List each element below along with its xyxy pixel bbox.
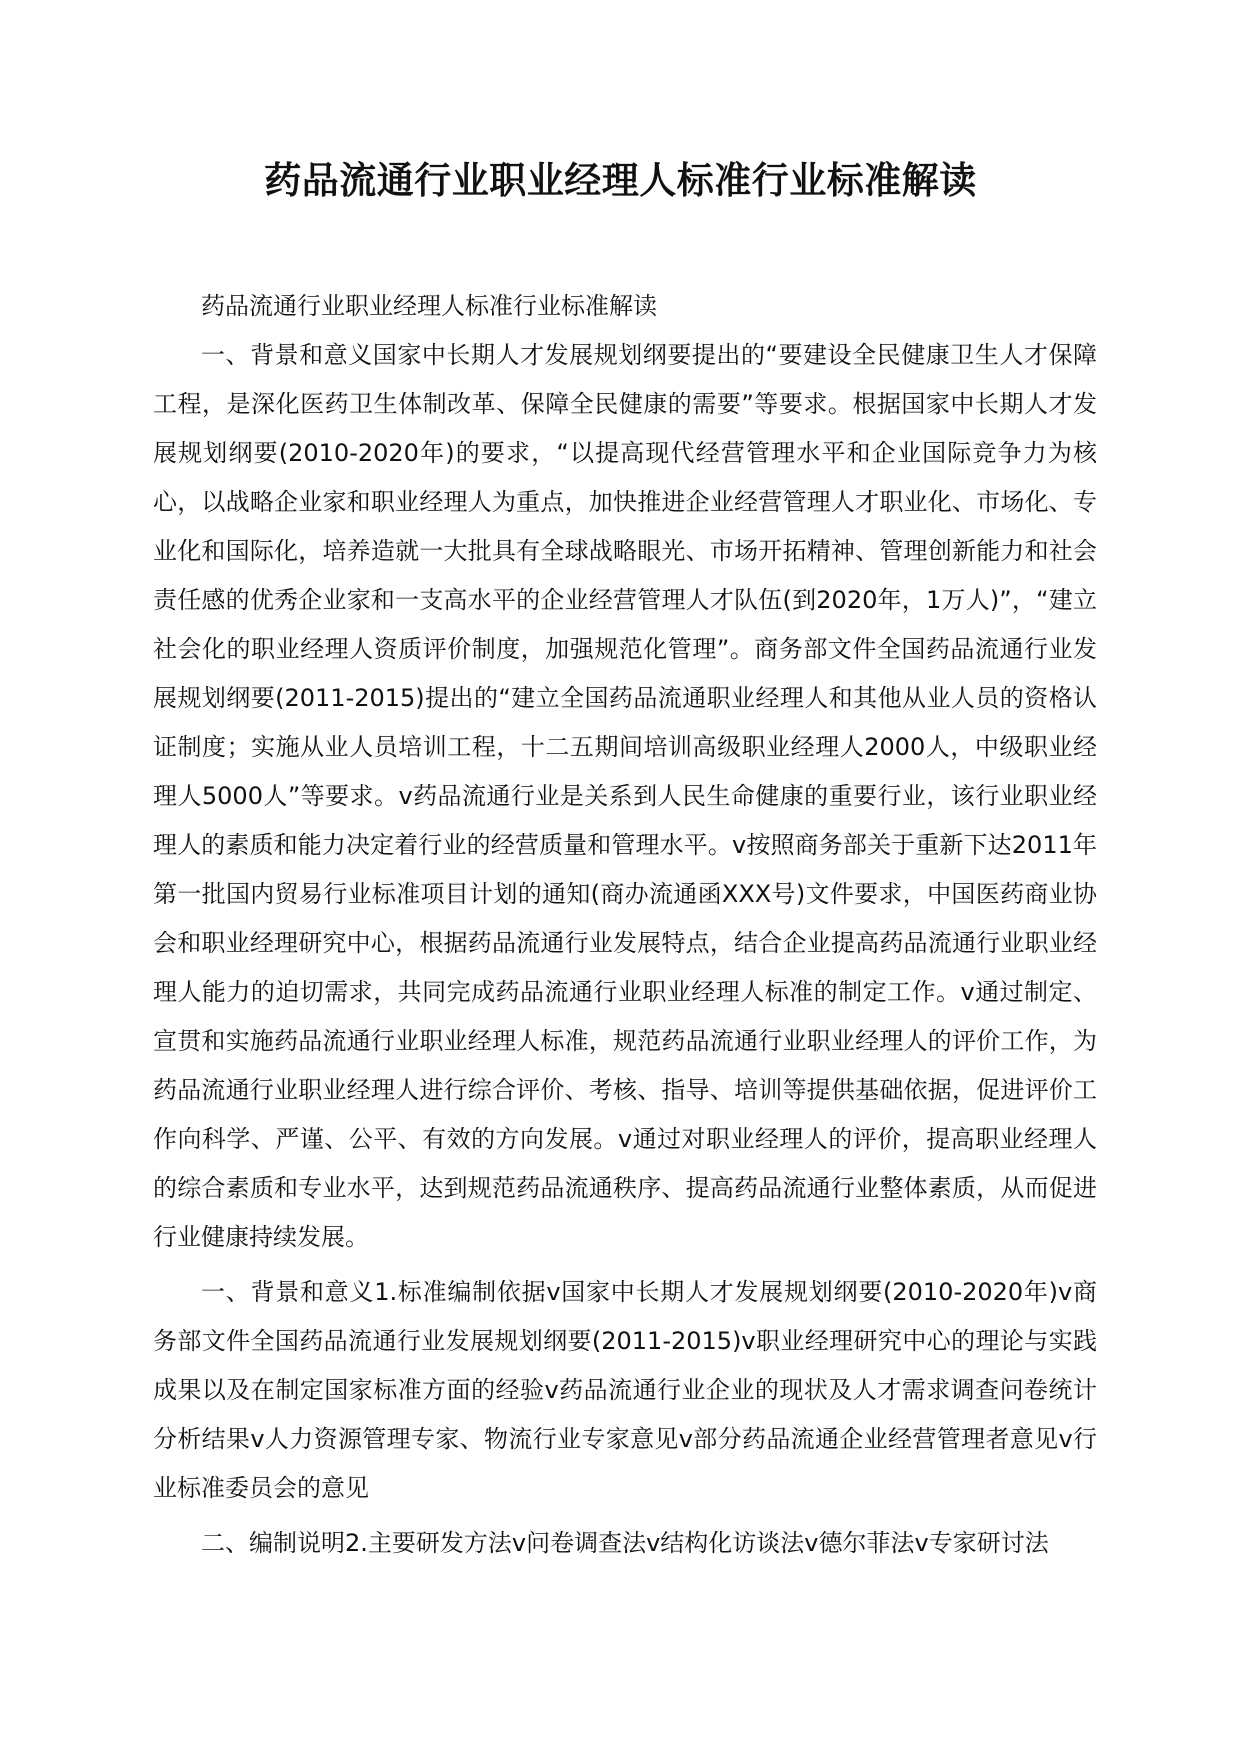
paragraph-methods: 二、编制说明2.主要研发方法v问卷调查法v结构化访谈法v德尔菲法v专家研讨法 (201, 1529, 1049, 1557)
document-title: 药品流通行业职业经理人标准行业标准解读 (264, 159, 977, 202)
document-body (153, 282, 1097, 1568)
paragraph-basis: 一、背景和意义1.标准编制依据v国家中长期人才发展规划纲要(2010-2020年)v商务部文件全国药品流通行业发展规划纲要(2011-2015)v职业经理研究中心的理论与实践成果以及在制定国家标准方面的经验v药品流通行业企业的现状及人才需求调查问卷统计分析结果v人力资源管理专家、物流行业专家意见v部分药品流通企业经营管理者意见v行业标准委员会的意见 (153, 1278, 1097, 1502)
paragraph-subtitle: 药品流通行业职业经理人标准行业标准解读 (201, 292, 657, 320)
paragraph-background: 一、背景和意义国家中长期人才发展规划纲要提出的“要建设全民健康卫生人才保障工程，是深化医药卫生体制改革、保障全民健康的需要”等要求。根据国家中长期人才发展规划纲要(2010-2020年)的要求，“以提高现代经营管理水平和企业国际竞争力为核心，以战略企业家和职业经理人为重点，加快推进企业经营管理人才职业化、市场化、专业化和国际化，培养造就一大批具有全球战略眼光、市场开拓精神、管理创新能力和社会责任感的优秀企业家和一支高水平的企业经营管理人才队伍(到2020年，1万人)”，“建立社会化的职业经理人资质评价制度，加强规范化管理”。商务部文件全国药品流通行业发展规划纲要(2011-2015)提出的“建立全国药品流通职业经理人和其他从业人员的资格认证制度；实施从业人员培训工程，十二五期间培训高级职业经理人2000人，中级职业经理人5000人”等要求。v药品流通行业是关系到人民生命健康的重要行业，该行业职业经理人的素质和能力决定着行业的经营质量和管理水平。v按照商务部关于重新下达2011年第一批国内贸易行业标准项目计划的通知(商办流通函XXX号)文件要求，中国医药商业协会和职业经理研究中心，根据药品流通行业发展特点，结合企业提高药品流通行业职业经理人能力的迫切需求，共同完成药品流通行业职业经理人标准的制定工作。v通过制定、宣贯和实施药品流通行业职业经理人标准，规范药品流通行业职业经理人的评价工作，为药品流通行业职业经理人进行综合评价、考核、指导、培训等提供基础依据，促进评价工作向科学、严谨、公平、有效的方向发展。v通过对职业经理人的评价，提高职业经理人的综合素质和专业水平，达到规范药品流通秩序、提高药品流通行业整体素质，从而促进行业健康持续发展。 (153, 341, 1097, 1251)
